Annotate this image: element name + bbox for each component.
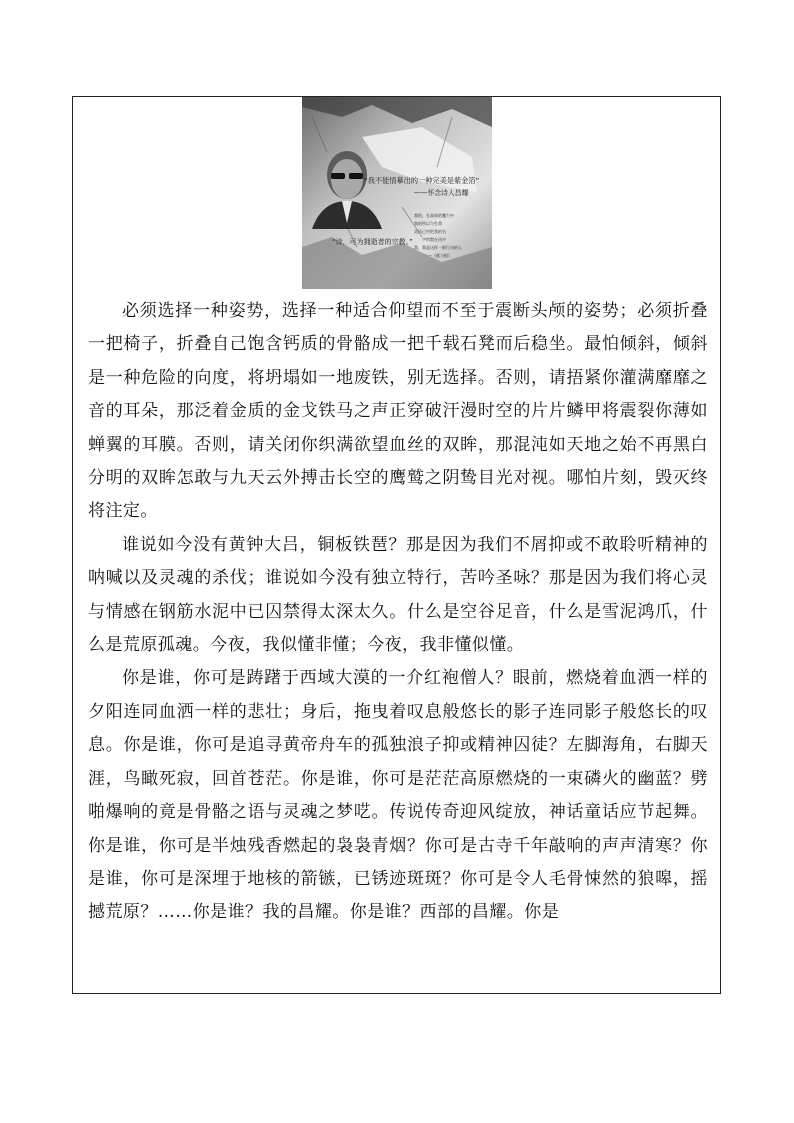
essay-body — [88, 295, 708, 930]
essay-paragraph-3: 你是谁，你可是踌躇于西域大漠的一介红袍僧人？眼前，燃烧着血洒一样的夕阳连同血洒一样的悲壮；身后，拖曳着叹息般悠长的影子连同影子般悠长的叹息。你是谁，你可是追寻黄帝舟车的孤独浪子抑或精神囚徒？左脚海角，右脚天涯，鸟瞰死寂，回首苍茫。你是谁，你可是茫茫高原燃烧的一束磷火的幽蓝？劈啪爆响的竟是骨骼之语与灵魂之梦呓。传说传奇迎风绽放，神话童话应节起舞。你是谁，你可是半烛残香燃起的袅袅青烟？你可是古寺千年敲响的声声清寒？你是谁，你可是深埋于地核的箭镞，已锈迹斑斑？你可是令人毛骨悚然的狼嗥，摇撼荒原？……你是谁？我的昌耀。你是谁？西部的昌耀。你是 — [88, 668, 708, 923]
photo-poem-line-4: 字吹散在风中 — [422, 237, 446, 242]
photo-poem-line-3: 北风已经把我的名 — [414, 229, 446, 234]
photo-attribution: ——怀念诗人昌耀 — [414, 189, 469, 197]
photo-quote: “我不能情摹出的一种完美是紫金箔” — [364, 176, 480, 185]
photo-book: —《慈与恨》 — [428, 253, 452, 258]
photo-poem-line-5: 我，我是这样一群行动的人 — [414, 245, 462, 250]
poet-photo — [302, 97, 492, 289]
content-frame — [72, 96, 721, 994]
essay-paragraph-2: 谁说如今没有黄钟大吕，铜板铁琶？那是因为我们不屑抑或不敢聆听精神的呐喊以及灵魂的杀伐；谁说如今没有独立特行，苦吟圣咏？那是因为我们将心灵与情感在钢筋水泥中已囚禁得太深太久。什么是空谷足音，什么是雪泥鸿爪，什么是荒原孤魂。今夜，我似懂非懂；今夜，我非懂似懂。 — [88, 534, 708, 656]
photo-slogan: “诗，可为拥逝者的宗教。” — [332, 238, 413, 246]
essay-paragraph-1: 必须选择一种姿势，选择一种适合仰望而不至于震断头颅的姿势；必须折叠一把椅子，折叠自己饱含钙质的骨骼成一把千载石凳而后稳坐。最怕倾斜，倾斜是一种危险的向度，将坍塌如一地废铁，别无选择。否则，请捂紧你灌满靡靡之音的耳朵，那泛着金质的金戈铁马之声正穿破汗漫时空的片片鳞甲将震裂你薄如蝉翼的耳膜。否则，请关闭你织满欲望血丝的双眸，那混沌如天地之始不再黑白分明的双眸怎敢与九天云外搏击长空的鹰鹫之阴鸷目光对视。哪怕片刻，毁灭终将注定。 — [88, 301, 708, 522]
photo-poem-line-2: 我的所以与生命 — [414, 221, 442, 226]
photo-poem-line-1: 我的，在高原的魔力中 — [414, 213, 454, 218]
